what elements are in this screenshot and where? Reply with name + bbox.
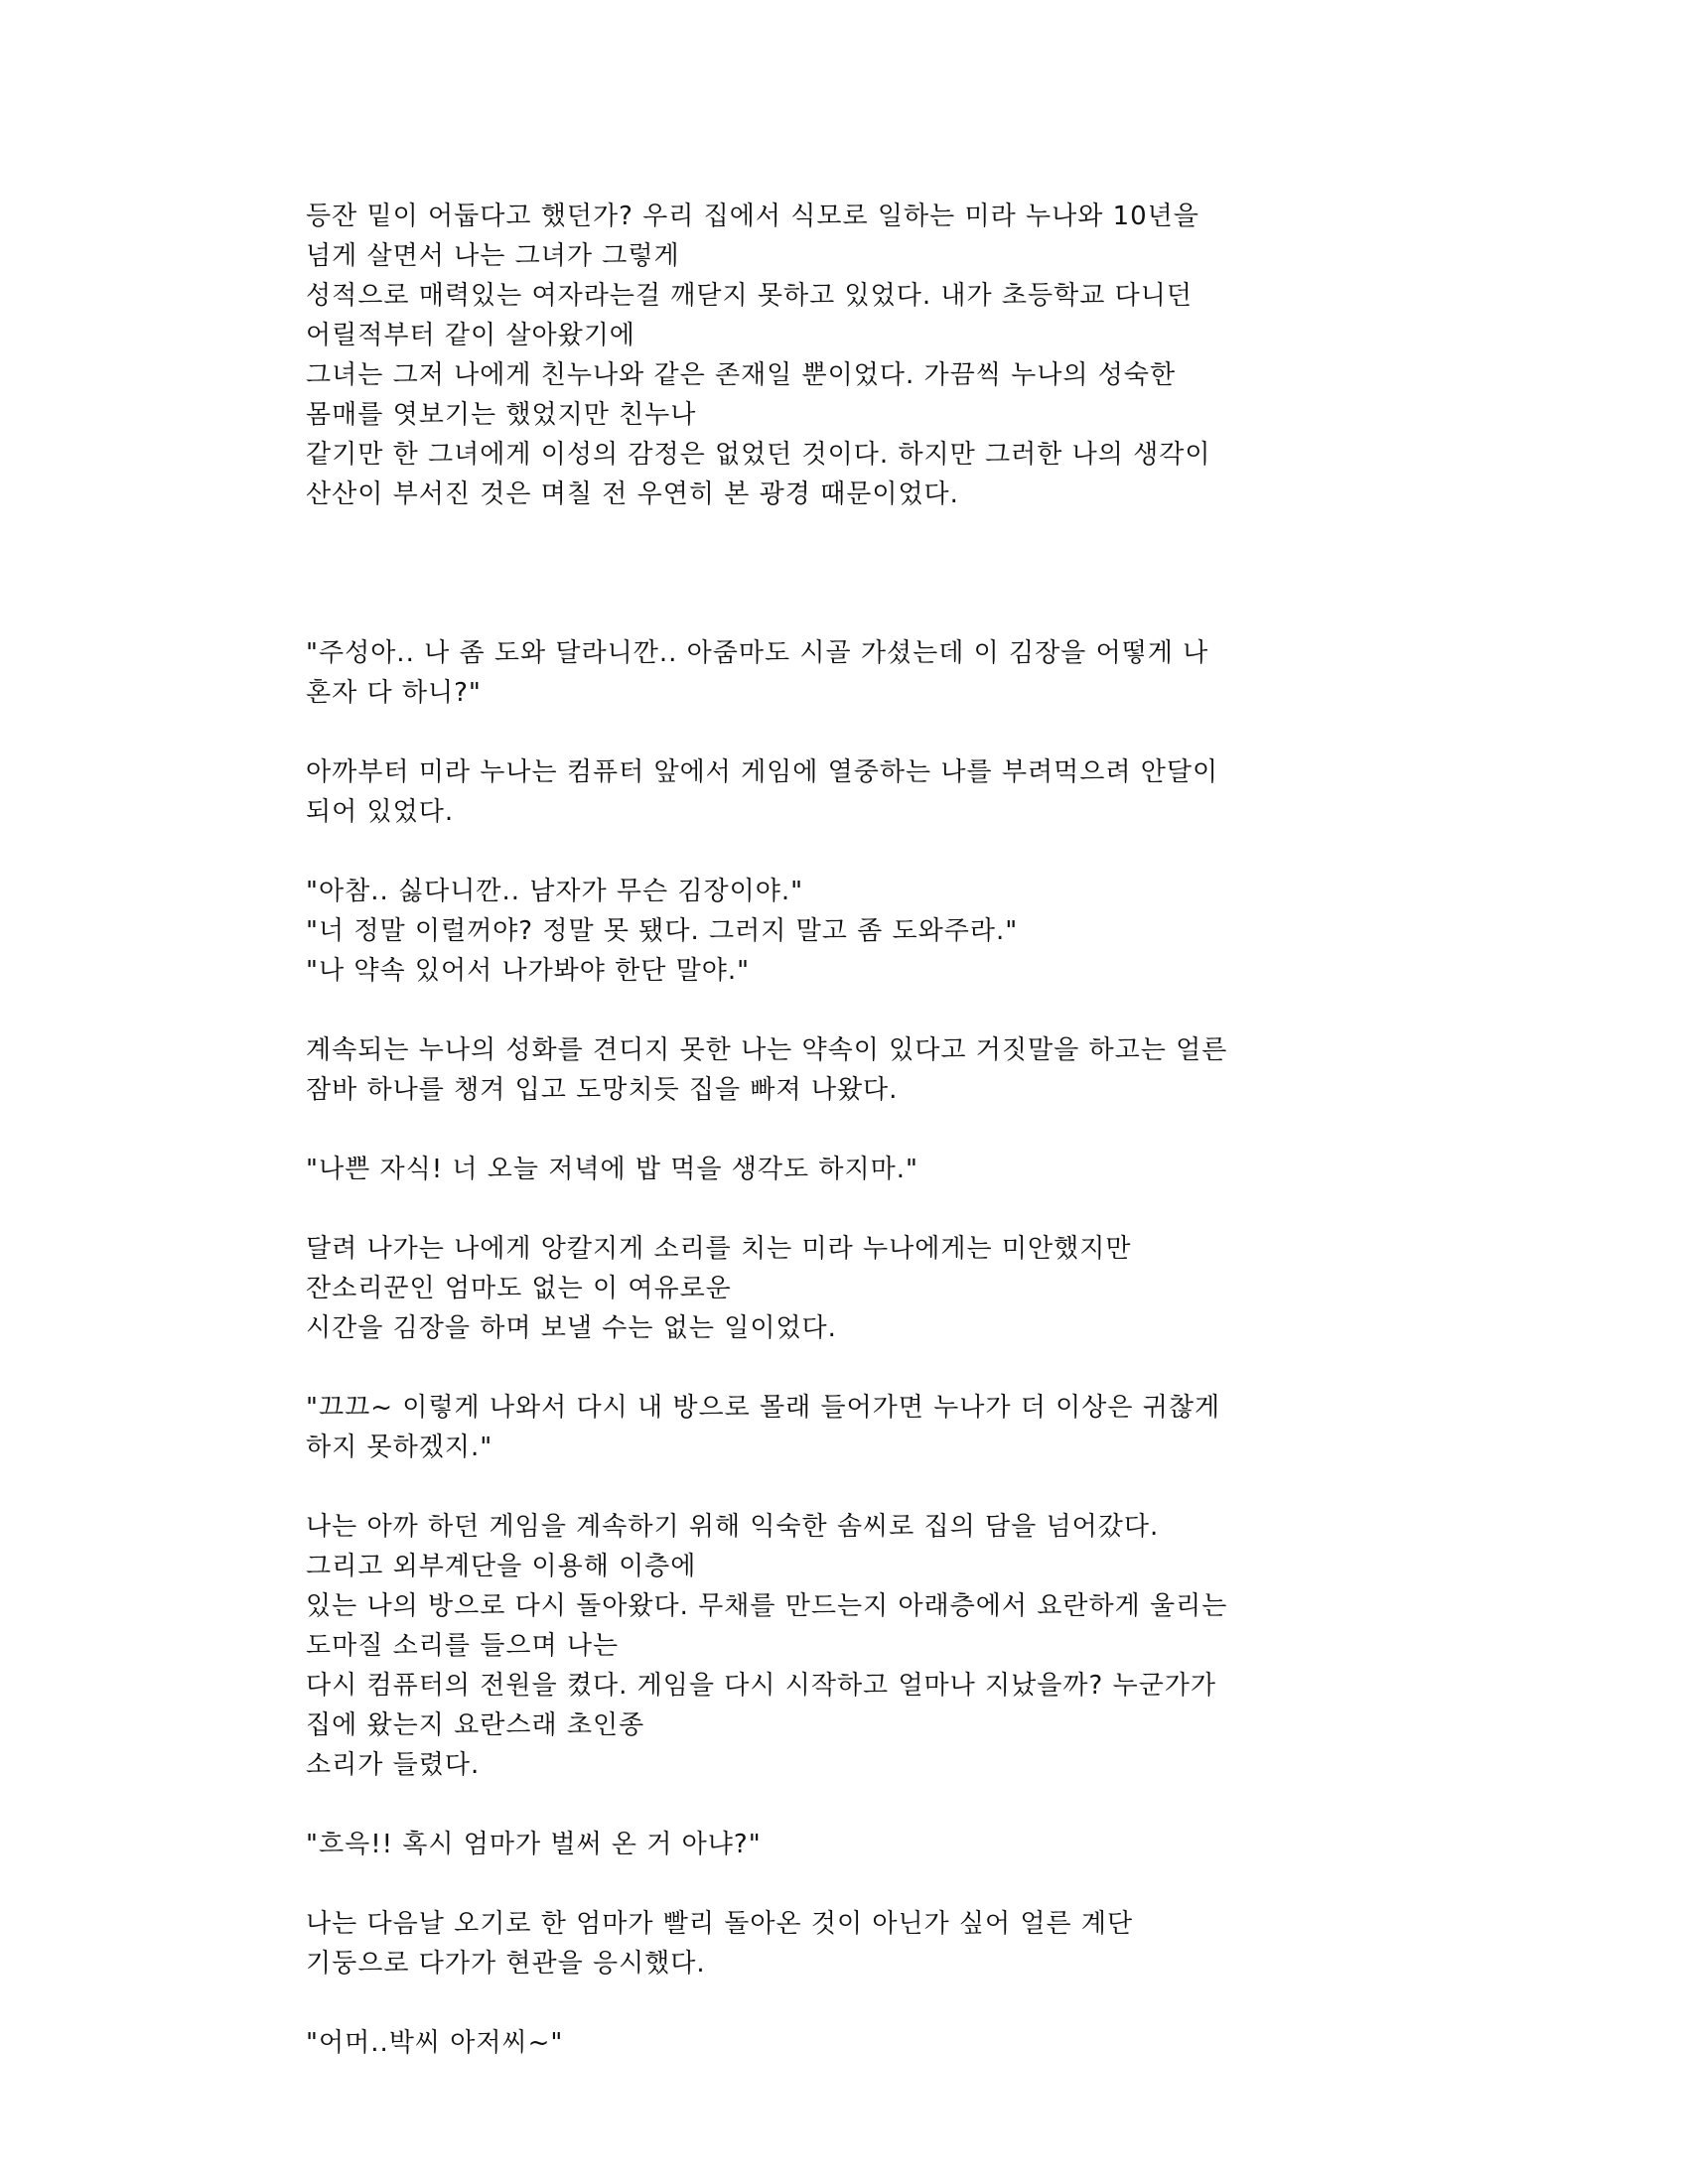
- paragraph-spacer: [306, 1983, 1398, 2023]
- text-line: "너 정말 이럴꺼야? 정말 못 됐다. 그러지 말고 좀 도와주라.": [306, 916, 1019, 946]
- paragraph-3: [306, 752, 1398, 832]
- text-line: 잠바 하나를 챙겨 입고 도망치듯 집을 빠져 나왔다.: [306, 1075, 899, 1105]
- text-line: "나쁜 자식! 너 오늘 저녁에 밥 먹을 생각도 하지마.": [306, 1155, 918, 1184]
- text-line: 집에 왔는지 요란스래 초인종: [306, 1710, 645, 1740]
- text-line: 넘게 살면서 나는 그녀가 그렇게: [306, 241, 680, 271]
- text-line: "끄끄~ 이렇게 나와서 다시 내 방으로 몰래 들어가면 누나가 더 이상은 귀찮게: [306, 1393, 1221, 1423]
- text-line: 잔소리꾼인 엄마도 없는 이 여유로운: [306, 1274, 732, 1303]
- text-line: 나는 다음날 오기로 한 엄마가 빨리 돌아온 것이 아닌가 싶어 얼른 계단: [306, 1909, 1134, 1939]
- text-line: 산산이 부서진 것은 며칠 전 우연히 본 광경 때문이었다.: [306, 479, 959, 509]
- paragraph-12: [306, 2023, 1398, 2063]
- text-line: 등잔 밑이 어둡다고 했던가? 우리 집에서 식모로 일하는 미라 누나와 10년을: [306, 202, 1199, 231]
- text-line: "흐윽!! 혹시 엄마가 벌써 온 거 아냐?": [306, 1830, 762, 1859]
- text-line: "아참.. 싫다니깐.. 남자가 무슨 김장이야.": [306, 877, 804, 906]
- text-line: 있는 나의 방으로 다시 돌아왔다. 무채를 만드는지 아래층에서 요란하게 울리는: [306, 1591, 1228, 1621]
- text-line: 기둥으로 다가가 현관을 응시했다.: [306, 1949, 706, 1979]
- paragraph-9: [306, 1507, 1398, 1785]
- paragraph-4: [306, 872, 1398, 991]
- text-line: 하지 못하겠지.": [306, 1433, 493, 1462]
- text-line: 같기만 한 그녀에게 이성의 감정은 없었던 것이다. 하지만 그러한 나의 생각이: [306, 440, 1211, 470]
- text-line: 그녀는 그저 나에게 친누나와 같은 존재일 뿐이었다. 가끔씩 누나의 성숙한: [306, 360, 1177, 390]
- paragraph-7: [306, 1229, 1398, 1348]
- paragraph-8: [306, 1388, 1398, 1467]
- text-line: 어릴적부터 같이 살아왔기에: [306, 321, 635, 350]
- paragraph-spacer: [306, 514, 1398, 594]
- paragraph-spacer: [306, 1785, 1398, 1825]
- text-line: 소리가 들렸다.: [306, 1750, 481, 1780]
- text-line: "나 약속 있어서 나가봐야 한단 말야.": [306, 956, 751, 986]
- text-line: 시간을 김장을 하며 보낼 수는 없는 일이었다.: [306, 1313, 837, 1343]
- paragraph-spacer: [306, 594, 1398, 633]
- text-line: 되어 있었다.: [306, 797, 455, 827]
- paragraph-spacer: [306, 1110, 1398, 1150]
- text-line: 혼자 다 하니?": [306, 678, 482, 708]
- text-line: 달려 나가는 나에게 앙칼지게 소리를 치는 미라 누나에게는 미안했지만: [306, 1234, 1132, 1264]
- text-line: "주성아.. 나 좀 도와 달라니깐.. 아줌마도 시골 가셨는데 이 김장을 어떻게 나: [306, 638, 1209, 668]
- paragraph-1: [306, 197, 1398, 514]
- text-line: 다시 컴퓨터의 전원을 켰다. 게임을 다시 시작하고 얼마나 지났을까? 누군가가: [306, 1671, 1217, 1701]
- text-line: 계속되는 누나의 성화를 견디지 못한 나는 약속이 있다고 거짓말을 하고는 얼른: [306, 1035, 1228, 1065]
- paragraph-spacer: [306, 832, 1398, 872]
- paragraph-spacer: [306, 1467, 1398, 1507]
- paragraph-spacer: [306, 1189, 1398, 1229]
- paragraph-11: [306, 1904, 1398, 1983]
- paragraph-10: [306, 1825, 1398, 1864]
- paragraph-spacer: [306, 1864, 1398, 1904]
- text-line: 몸매를 엿보기는 했었지만 친누나: [306, 400, 697, 430]
- paragraph-2: [306, 633, 1398, 713]
- document-body: [306, 197, 1398, 2063]
- paragraph-5: [306, 1030, 1398, 1110]
- text-line: 성적으로 매력있는 여자라는걸 깨닫지 못하고 있었다. 내가 초등학교 다니던: [306, 281, 1193, 311]
- text-line: 도마질 소리를 들으며 나는: [306, 1631, 620, 1661]
- paragraph-spacer: [306, 713, 1398, 752]
- paragraph-spacer: [306, 1348, 1398, 1388]
- paragraph-spacer: [306, 991, 1398, 1030]
- text-line: 아까부터 미라 누나는 컴퓨터 앞에서 게임에 열중하는 나를 부려먹으려 안달이: [306, 757, 1219, 787]
- text-line: 그리고 외부계단을 이용해 이층에: [306, 1552, 697, 1581]
- text-line: "어머..박씨 아저씨~": [306, 2028, 564, 2058]
- text-line: 나는 아까 하던 게임을 계속하기 위해 익숙한 솜씨로 집의 담을 넘어갔다.: [306, 1512, 1160, 1542]
- paragraph-6: [306, 1150, 1398, 1189]
